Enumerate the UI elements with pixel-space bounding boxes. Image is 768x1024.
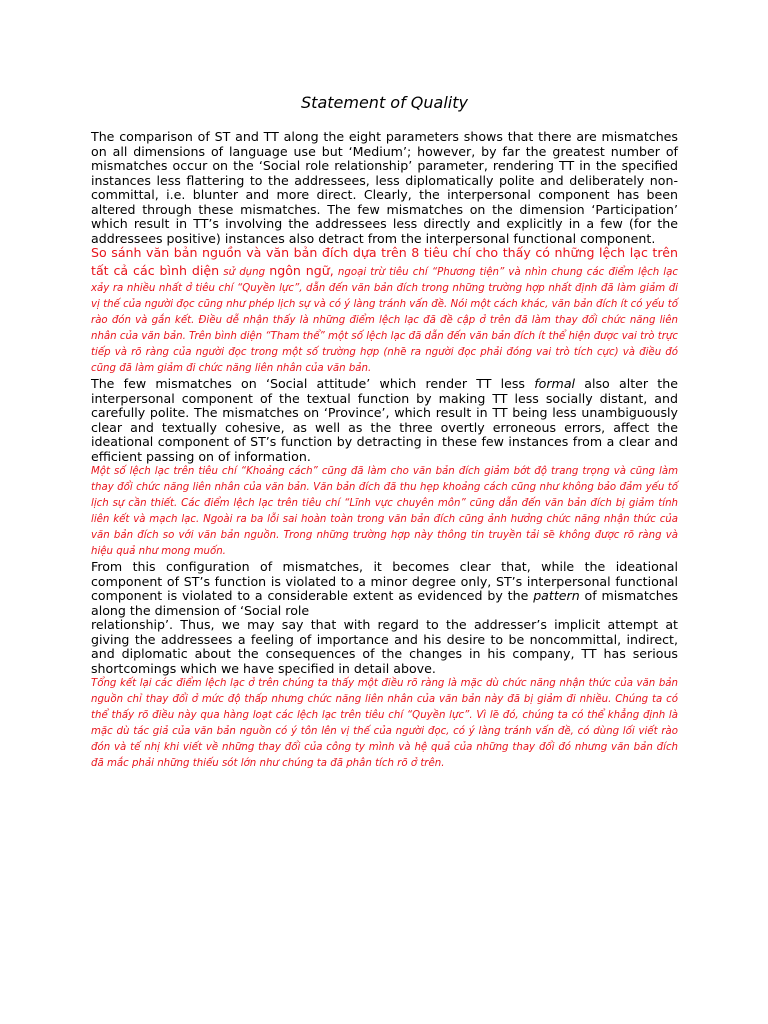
vietnamese-paragraph-2: Một số lệch lạc trên tiêu chí “Khoảng cách” cũng đã làm cho văn bản đích giảm bớt độ trang trọng và cũng làm thay đổi chức năng liên nhân của văn bản. Văn bản đích đã thu hẹp khoảng cách cũng như không bảo đảm yếu tố lịch sự cần thiết. Các điểm lệch lạc trên tiêu chí “Lĩnh vực chuyên môn” cũng dẫn đến văn bản đích bị giảm tính liên kết và mạch lạc. Ngoài ra ba lỗi sai hoàn toàn trong văn bản đích cũng ảnh hưởng chức năng nhận thức của văn bản đích so với văn bản nguồn. Trong những trường hợp này thông tin truyền tải sẽ không được rõ ràng và hiệu quả như mong muốn. (91, 466, 678, 557)
english-paragraph-1: The comparison of ST and TT along the eight parameters shows that there are mismatches on all dimensions of language use but ‘Medium’; however, by far the greatest number of mismatches occur on the ‘Social role relationship’ parameter, rendering TT in the specified instances less flattering to the addressees, less diplomatically polite and deliberately non-committal, i.e. blunter and more direct. Clearly, the interpersonal component has been altered through these mismatches. The few mismatches on the dimension ‘Participation’ which result in TT’s involving the addressees less directly and explicitly in a few (for the addressees positive) instances also detract from the interpersonal functional component. (91, 129, 678, 246)
english-paragraph-3-part-c: of mismatches along the dimension of ‘Social role (91, 588, 679, 618)
vietnamese-paragraph-3: Tổng kết lại các điểm lệch lạc ở trên chúng ta thấy một điều rõ ràng là mặc dù chức năng nhận thức của văn bản nguồn chỉ thay đổi ở mức độ thấp nhưng chức năng liên nhân của văn bản này đã bị giảm đi nhiều. Chúng ta có thể thấy rõ điều này qua hàng loạt các lệch lạc trên tiêu chí “Quyền lực”. Vì lẽ đó, chúng ta có thể khẳng định là mặc dù tác giả của văn bản nguồn có ý tôn lên vị thế của người đọc, có ý làng tránh vấn đề, có dùng lối viết rào đón và tế nhị khi viết về những thay đổi của công ty mình và hệ quả của những thay đổi đó nhưng văn bản đích đã mắc phải những thiếu sót lớn như chúng ta đã phân tích rõ ở trên. (91, 678, 678, 769)
english-paragraph-3-part-a: From this configuration of mismatches, it becomes clear that, while the ideational component of ST’s function is violated to a minor degree only, ST’s interpersonal functional component is violated to a considerable extent as evidenced by the (91, 559, 678, 603)
vietnamese-paragraph-1-rest: ngoại trừ tiêu chí “Phương tiện” và nhìn chung các điểm lệch lạc xảy ra nhiều nhất ở tiêu chí “Quyền lực”, dẫn đến văn bản đích trong những trường hợp nhất định đã làm giảm đi vị thế của người đọc cũng như phép lịch sự và có ý làng tránh vấn đề. Nói một cách khác, văn bản đích ít có yếu tố rào đón và gắn kết. Điều dễ nhận thấy là những điểm lệch lạc đã đề cập ở trên đã làm thay đổi chức năng liên nhân của văn bản. Trên bình diện “Tham thể” một số lệch lạc đã dẫn đến văn bản đích ít thể hiện được vai trò trực tiếp và rõ ràng của người đọc trong một số trường hợp (nhẽ ra người đọc phải đóng vai trò tích cực) và điều đó cũng đã làm giảm đi chức năng liên nhân của văn bản. (91, 267, 678, 374)
english-paragraph-2 (91, 377, 678, 464)
english-paragraph-2-part-c: also alter the interpersonal component of the textual function by making TT less socially distant, and carefully polite. The mismatches on ‘Province’, which result in TT being less unambiguously clear and textually cohesive, as well as the three overtly erroneous errors, affect the ideational component of ST’s function by detracting in these few instances from a clear and efficient passing on of information. (91, 376, 678, 464)
english-paragraph-2-emphasis: formal (534, 376, 576, 391)
page-title: Statement of Quality (301, 93, 468, 112)
english-paragraph-3-emphasis: pattern (533, 588, 580, 603)
document-page (91, 92, 678, 772)
vietnamese-paragraph-1-mid: sử dụng (223, 267, 266, 278)
english-paragraph-2-part-a: The few mismatches on ‘Social attitude’ which render TT less (91, 376, 525, 391)
vietnamese-paragraph-1 (91, 246, 678, 377)
vietnamese-paragraph-1-mid2: ngôn ngữ, (269, 263, 334, 278)
english-paragraph-3 (91, 560, 678, 618)
english-paragraph-4: relationship’. Thus, we may say that with regard to the addresser’s implicit attempt at giving the addressees a feeling of importance and his desire to be noncommittal, indirect, and diplomatic about the consequences of the changes in his company, TT has serious shortcomings which we have specified in detail above. (91, 617, 678, 676)
vietnamese-paragraph-1-lead: So sánh văn bản nguồn và văn bản đích dựa trên 8 tiêu chí cho thấy có những lệch lạc trên tất cả các bình diện (91, 245, 678, 278)
